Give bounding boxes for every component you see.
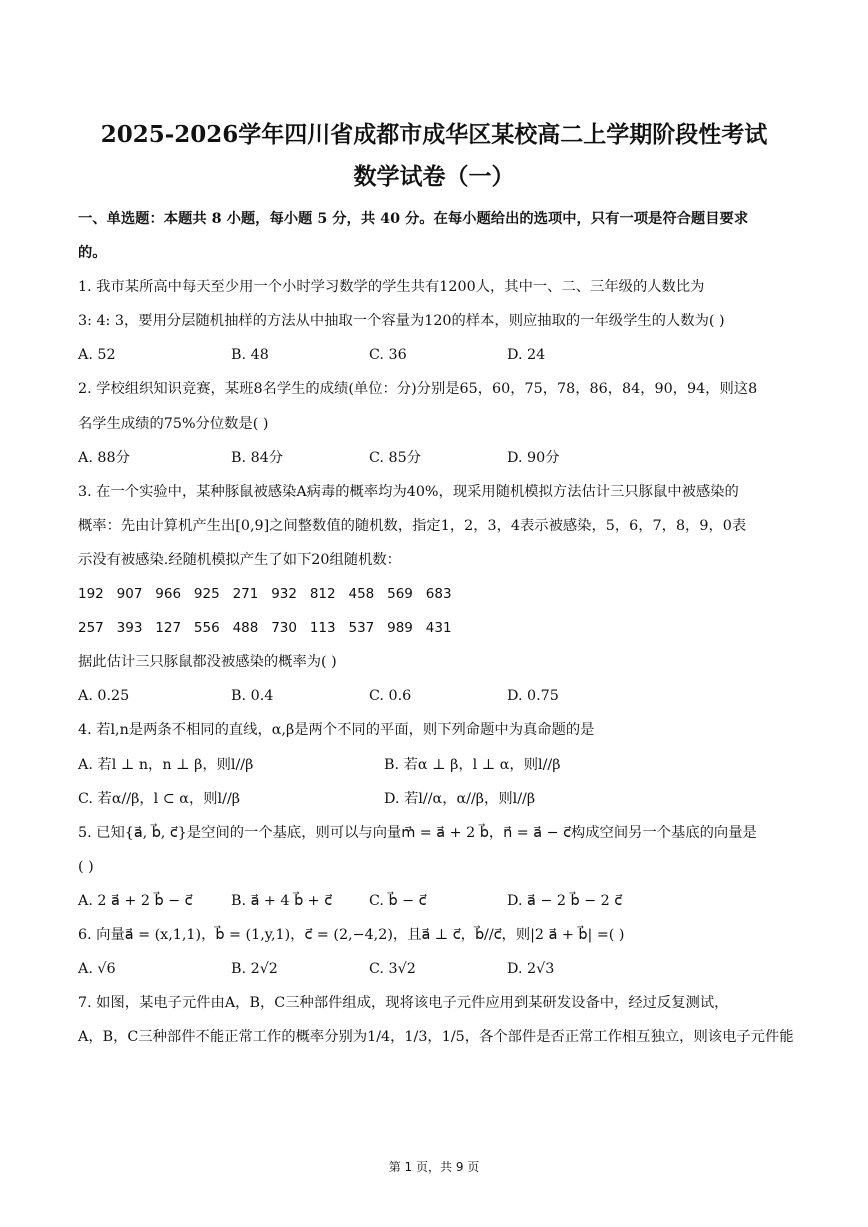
q7-line2: A，B，C三种部件不能正常工作的概率分别为1/4，1/3，1/5，各个部件是否正常工作相互独立，则该电子元件能 [78, 1029, 794, 1046]
q3-option-b: B. 0.4 [231, 688, 274, 705]
q4-option-d: D. 若l//α，α//β，则l//β [384, 790, 536, 807]
q3-line1: 3. 在一个实验中，某种豚鼠被感染A病毒的概率均为40%，现采用随机模拟方法估计三只豚鼠中被感染的 [78, 483, 739, 500]
page-footer: 第 1 页，共 9 页 [388, 1160, 480, 1174]
q3-line4: 据此估计三只豚鼠都没被感染的概率为( ) [78, 654, 337, 671]
q1-option-d: D. 24 [507, 347, 546, 364]
q5-line2: ( ) [78, 858, 94, 875]
q5-option-c: C. b⃗ − c⃗ [369, 892, 427, 909]
q4-options-row2 [78, 782, 793, 816]
q1-option-a: A. 52 [78, 347, 116, 364]
q3-option-a: A. 0.25 [78, 688, 130, 705]
q1-line1: 1. 我市某所高中每天至少用一个小时学习数学的学生共有1200人，其中一、二、三年级的人数比为 [78, 279, 705, 296]
q1-line2: 3: 4: 3，要用分层随机抽样的方法从中抽取一个容量为120的样本，则应抽取的一年级学生的人数为( ) [78, 313, 725, 330]
q5-option-d: D. a⃗ − 2 b⃗ − 2 c⃗ [507, 892, 623, 909]
q1-option-b: B. 48 [231, 347, 269, 364]
q3-random-numbers-row2: 257 393 127 556 488 730 113 537 989 431 [78, 620, 452, 637]
q6-option-c: C. 3√2 [369, 961, 416, 978]
q3-option-d: D. 0.75 [507, 688, 559, 705]
q2-line2: 名学生成绩的75%分位数是( ) [78, 415, 269, 432]
q4-option-c: C. 若α//β，l ⊂ α，则l//β [78, 790, 241, 807]
q2-options [78, 441, 793, 475]
q2-option-a: A. 88分 [78, 449, 130, 466]
exam-subtitle: 数学试卷（一） [353, 163, 515, 190]
q7-line1: 7. 如图，某电子元件由A，B，C三种部件组成，现将该电子元件应用到某研发设备中，经过反复测试， [78, 995, 729, 1012]
q2-option-b: B. 84分 [231, 449, 284, 466]
q5-option-a: A. 2 a⃗ + 2 b⃗ − c⃗ [78, 892, 193, 909]
q4-option-b: B. 若α ⊥ β，l ⊥ α，则l//β [384, 756, 561, 773]
q6-option-d: D. 2√3 [507, 961, 555, 978]
q2-line1: 2. 学校组织知识竞赛，某班8名学生的成绩(单位：分)分别是65，60，75，78，86，84，90，94，则这8 [78, 381, 758, 398]
q4-option-a: A. 若l ⊥ n，n ⊥ β，则l//β [78, 756, 254, 773]
exam-title: 2025-2026学年四川省成都市成华区某校高二上学期阶段性考试 [100, 121, 768, 148]
q3-line2: 概率：先由计算机产生出[0,9]之间整数值的随机数，指定1，2，3，4表示被感染，5，6，7，8，9，0表 [78, 517, 747, 534]
q2-option-d: D. 90分 [507, 449, 560, 466]
section-heading-cont: 的。 [78, 245, 107, 262]
exam-body [78, 202, 793, 1054]
q6-option-a: A. √6 [78, 961, 116, 978]
q3-random-numbers-row1: 192 907 966 925 271 932 812 458 569 683 [78, 586, 452, 603]
q6-options [78, 952, 793, 986]
q3-option-c: C. 0.6 [369, 688, 412, 705]
q3-options [78, 679, 793, 713]
q2-option-c: C. 85分 [369, 449, 422, 466]
q4-options-row1 [78, 748, 793, 782]
q5-options [78, 884, 793, 918]
section-heading: 一、单选题：本题共 8 小题，每小题 5 分，共 40 分。在每小题给出的选项中，只有一项是符合题目要求 [78, 211, 749, 227]
q5-option-b: B. a⃗ + 4 b⃗ + c⃗ [231, 892, 333, 909]
q1-options [78, 338, 793, 372]
q6-line1: 6. 向量a⃗ = (x,1,1)，b⃗ = (1,y,1)，c⃗ = (2,−4,2)，且a⃗ ⊥ c⃗，b⃗//c⃗，则|2 a⃗ + b⃗| =( ) [78, 926, 625, 943]
q4-line1: 4. 若l,n是两条不相同的直线，α,β是两个不同的平面，则下列命题中为真命题的是 [78, 722, 595, 739]
q3-line3: 示没有被感染.经随机模拟产生了如下20组随机数： [78, 551, 401, 568]
q1-option-c: C. 36 [369, 347, 407, 364]
q6-option-b: B. 2√2 [231, 961, 278, 978]
q5-line1: 5. 已知{a⃗, b⃗, c⃗}是空间的一个基底，则可以与向量m⃗ = a⃗ + 2 b⃗，n⃗ = a⃗ − c⃗构成空间另一个基底的向量是 [78, 824, 757, 841]
